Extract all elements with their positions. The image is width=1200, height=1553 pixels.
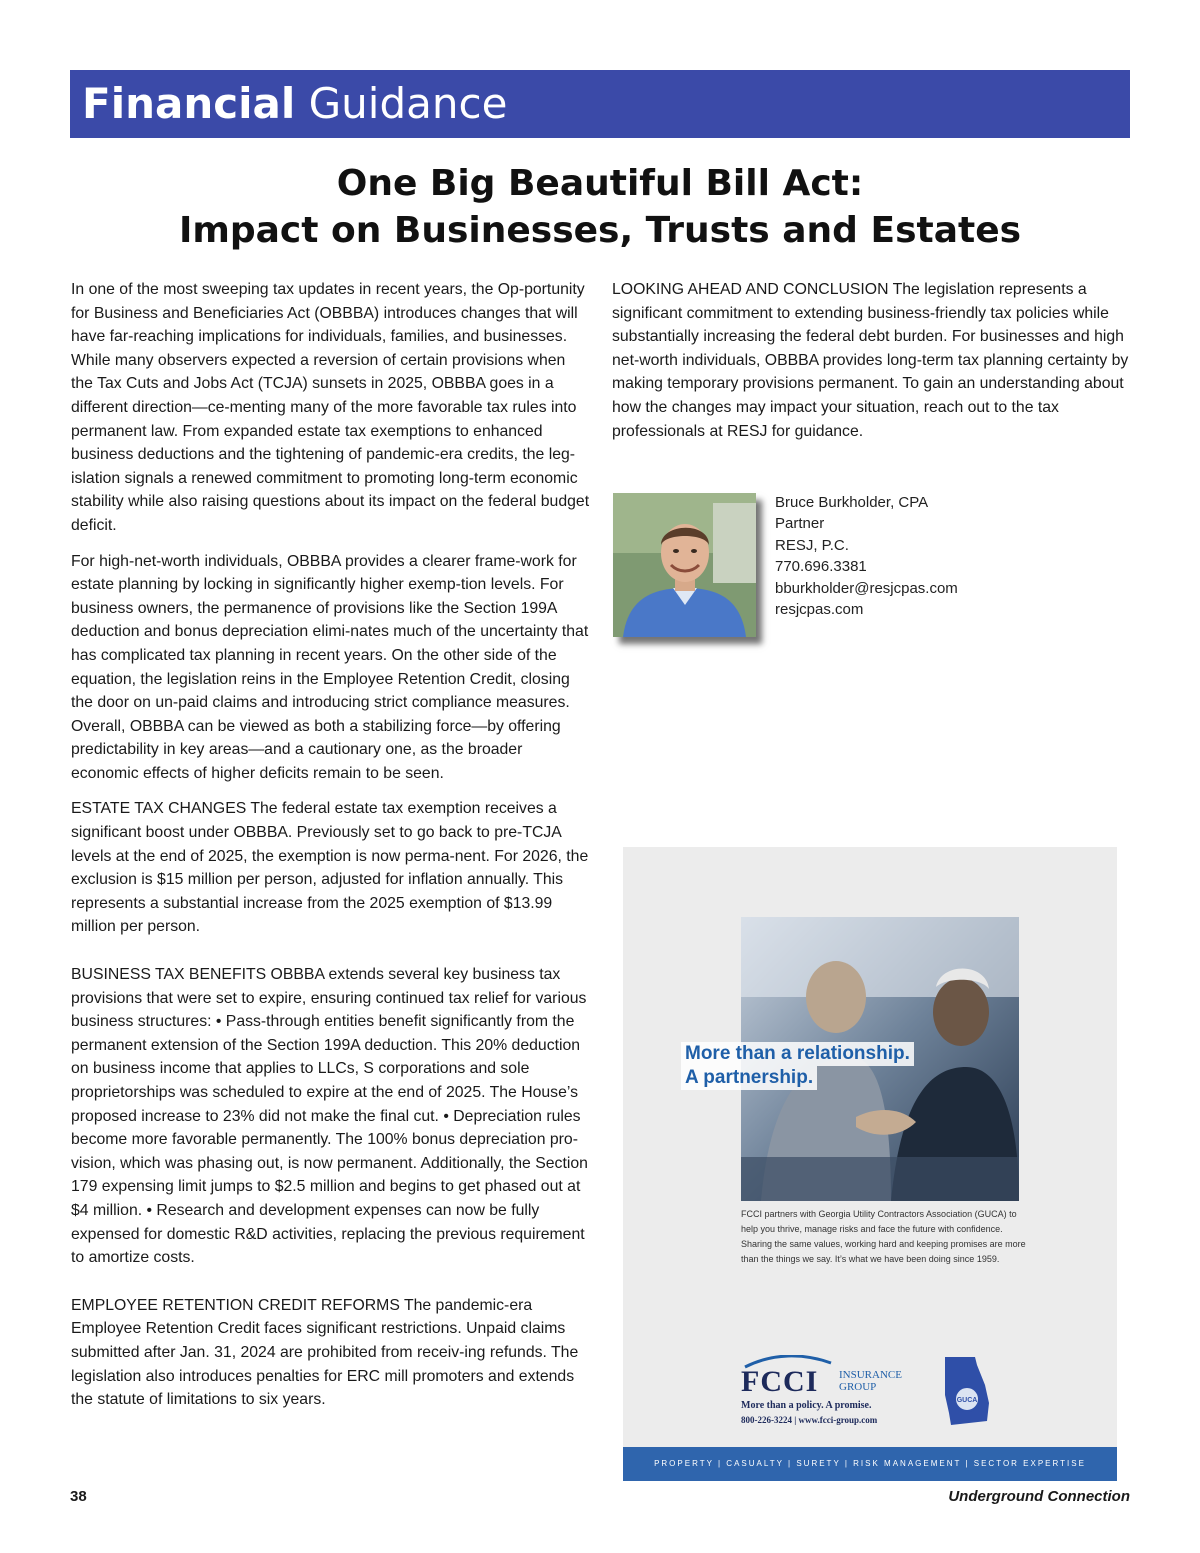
section-title-normal: Guidance xyxy=(308,79,508,128)
ad-tagline-1: More than a relationship. xyxy=(681,1042,914,1066)
paragraph-estate-tax: ESTATE TAX CHANGES The federal estate tax exemption receives a significant boost under OBBBA. Previously set to go back to pre-TCJA levels at the end of 2025, the exemption is now perma-nent. For 2026, the exclusion is $15 million per person, adjusted for inflation annually. This represents a substantial increase from the 2025 exemption of $13.99 million per person. xyxy=(71,800,589,936)
state-badge-label: GUCA xyxy=(956,1397,978,1404)
ad-tagline-2: A partnership. xyxy=(681,1066,817,1090)
fcci-logo xyxy=(741,1355,941,1425)
author-name: Bruce Burkholder, CPA xyxy=(775,494,929,511)
author-phone: 770.696.3381 xyxy=(775,558,867,576)
section-title-bold: Financial xyxy=(82,79,296,128)
georgia-state-icon xyxy=(941,1355,993,1427)
section-banner xyxy=(70,70,1130,138)
author-email[interactable]: bburkholder@resjcpas.com xyxy=(775,579,958,597)
author-contact xyxy=(775,492,1105,620)
fcci-advertisement[interactable] xyxy=(623,847,1117,1481)
logo-group-text: INSURANCE GROUP xyxy=(839,1369,902,1393)
publication-name: Underground Connection xyxy=(948,1488,1130,1505)
section-title xyxy=(82,70,1130,138)
author-company: RESJ, P.C. xyxy=(775,536,849,554)
author-title: Partner xyxy=(775,515,825,533)
author-website[interactable]: resjcpas.com xyxy=(775,601,864,619)
article-left-column xyxy=(71,278,591,1424)
ad-contact-line[interactable]: 800-226-3224 | www.fcci-group.com xyxy=(741,1415,878,1425)
article-headline xyxy=(70,160,1130,254)
paragraph-high-net-worth: For high-net-worth individuals, OBBBA provides a clearer frame-work for estate planning by locking in significantly higher exemp-tion levels. For business owners, the permanence of provisions like the Section 199A deduction and bonus depreciation elimi-nates much of the uncertainty that has complicated tax planning in recent years. On the other side of the equation, the legislation reins in the Employee Retention Credit, closing the door on un-paid claims and introducing strict compliance measures. Overall, OBBBA can be viewed as both a stabilizing force—by offering predictability in key areas—and a cautionary one, as the broader economic effects of higher deficits remain to be seen. xyxy=(71,552,589,782)
headline-line-1: One Big Beautiful Bill Act: xyxy=(336,163,864,204)
ad-footer-bar: PROPERTY | CASUALTY | SURETY | RISK MANAGEMENT | SECTOR EXPERTISE xyxy=(623,1447,1117,1481)
ad-slogan: More than a policy. A promise. xyxy=(741,1400,872,1411)
paragraph-erc: EMPLOYEE RETENTION CREDIT REFORMS The pandemic-era Employee Retention Credit faces significant restrictions. Unpaid claims submitted after Jan. 31, 2024 are prohibited from receiv-ing refunds. The legislation also introduces penalties for ERC mill promoters and extends the statute of limitations to six years. xyxy=(71,1296,579,1409)
paragraph-conclusion: LOOKING AHEAD AND CONCLUSION The legislation represents a significant commitment to extending business-friendly tax policies while substantially increasing the federal debt burden. For businesses and high net-worth individuals, OBBBA provides long-term tax planning certainty by making temporary provisions permanent. To gain an understanding about how the changes may impact your situation, reach out to the tax professionals at RESJ for guidance. xyxy=(612,281,1129,440)
ad-tagline xyxy=(681,1042,914,1090)
paragraph-intro: In one of the most sweeping tax updates in recent years, the Op-portunity for Business and Beneficiaries Act (OBBBA) introduces changes that will have far-reaching implications for individuals, families, and businesses. While many observers expected a reversion of certain provisions when the Tax Cuts and Jobs Act (TCJA) sunsets in 2025, OBBBA goes in a different direction—ce-menting many of the more favorable tax rules into permanent law. From expanded estate tax exemptions to enhanced business deductions and the tightening of pandemic-era credits, the leg-islation signals a renewed commitment to promoting long-term economic stability while also raising questions about its impact on the federal budget deficit. xyxy=(71,281,590,534)
article-right-column xyxy=(612,278,1132,455)
headline-line-2: Impact on Businesses, Trusts and Estates xyxy=(178,210,1022,251)
logo-wordmark: FCCI xyxy=(741,1365,819,1398)
paragraph-business-tax: BUSINESS TAX BENEFITS OBBBA extends several key business tax provisions that were set to expire, ensuring continued tax relief for various business structures: • Pass-through entities benefit significantly from the permanent extension of the Section 199A deduction. This 20% deduction on business income that applies to LLCs, S corporations and sole proprietorships was scheduled to expire at the end of 2025. The House’s proposed increase to 23% did not make the final cut. • Depreciation rules become more favorable permanently. The 100% bonus depreciation pro-vision, which was phasing out, is now permanent. Additionally, the Section 179 expensing limit jumps to $2.5 million and begins to get phased out at $4 million. • Research and development expenses can now be fully expensed for domestic R&D activities, replacing the previous requirement to amortize costs. xyxy=(71,966,588,1267)
author-photo xyxy=(613,493,756,637)
page-number: 38 xyxy=(70,1488,87,1505)
ad-body-text: FCCI partners with Georgia Utility Contractors Association (GUCA) to help you thrive, manage risks and face the future with confidence. Sharing the same values, working hard and keeping promises are more than the things we say. It’s what we have been doing since 1959. xyxy=(741,1209,1026,1264)
